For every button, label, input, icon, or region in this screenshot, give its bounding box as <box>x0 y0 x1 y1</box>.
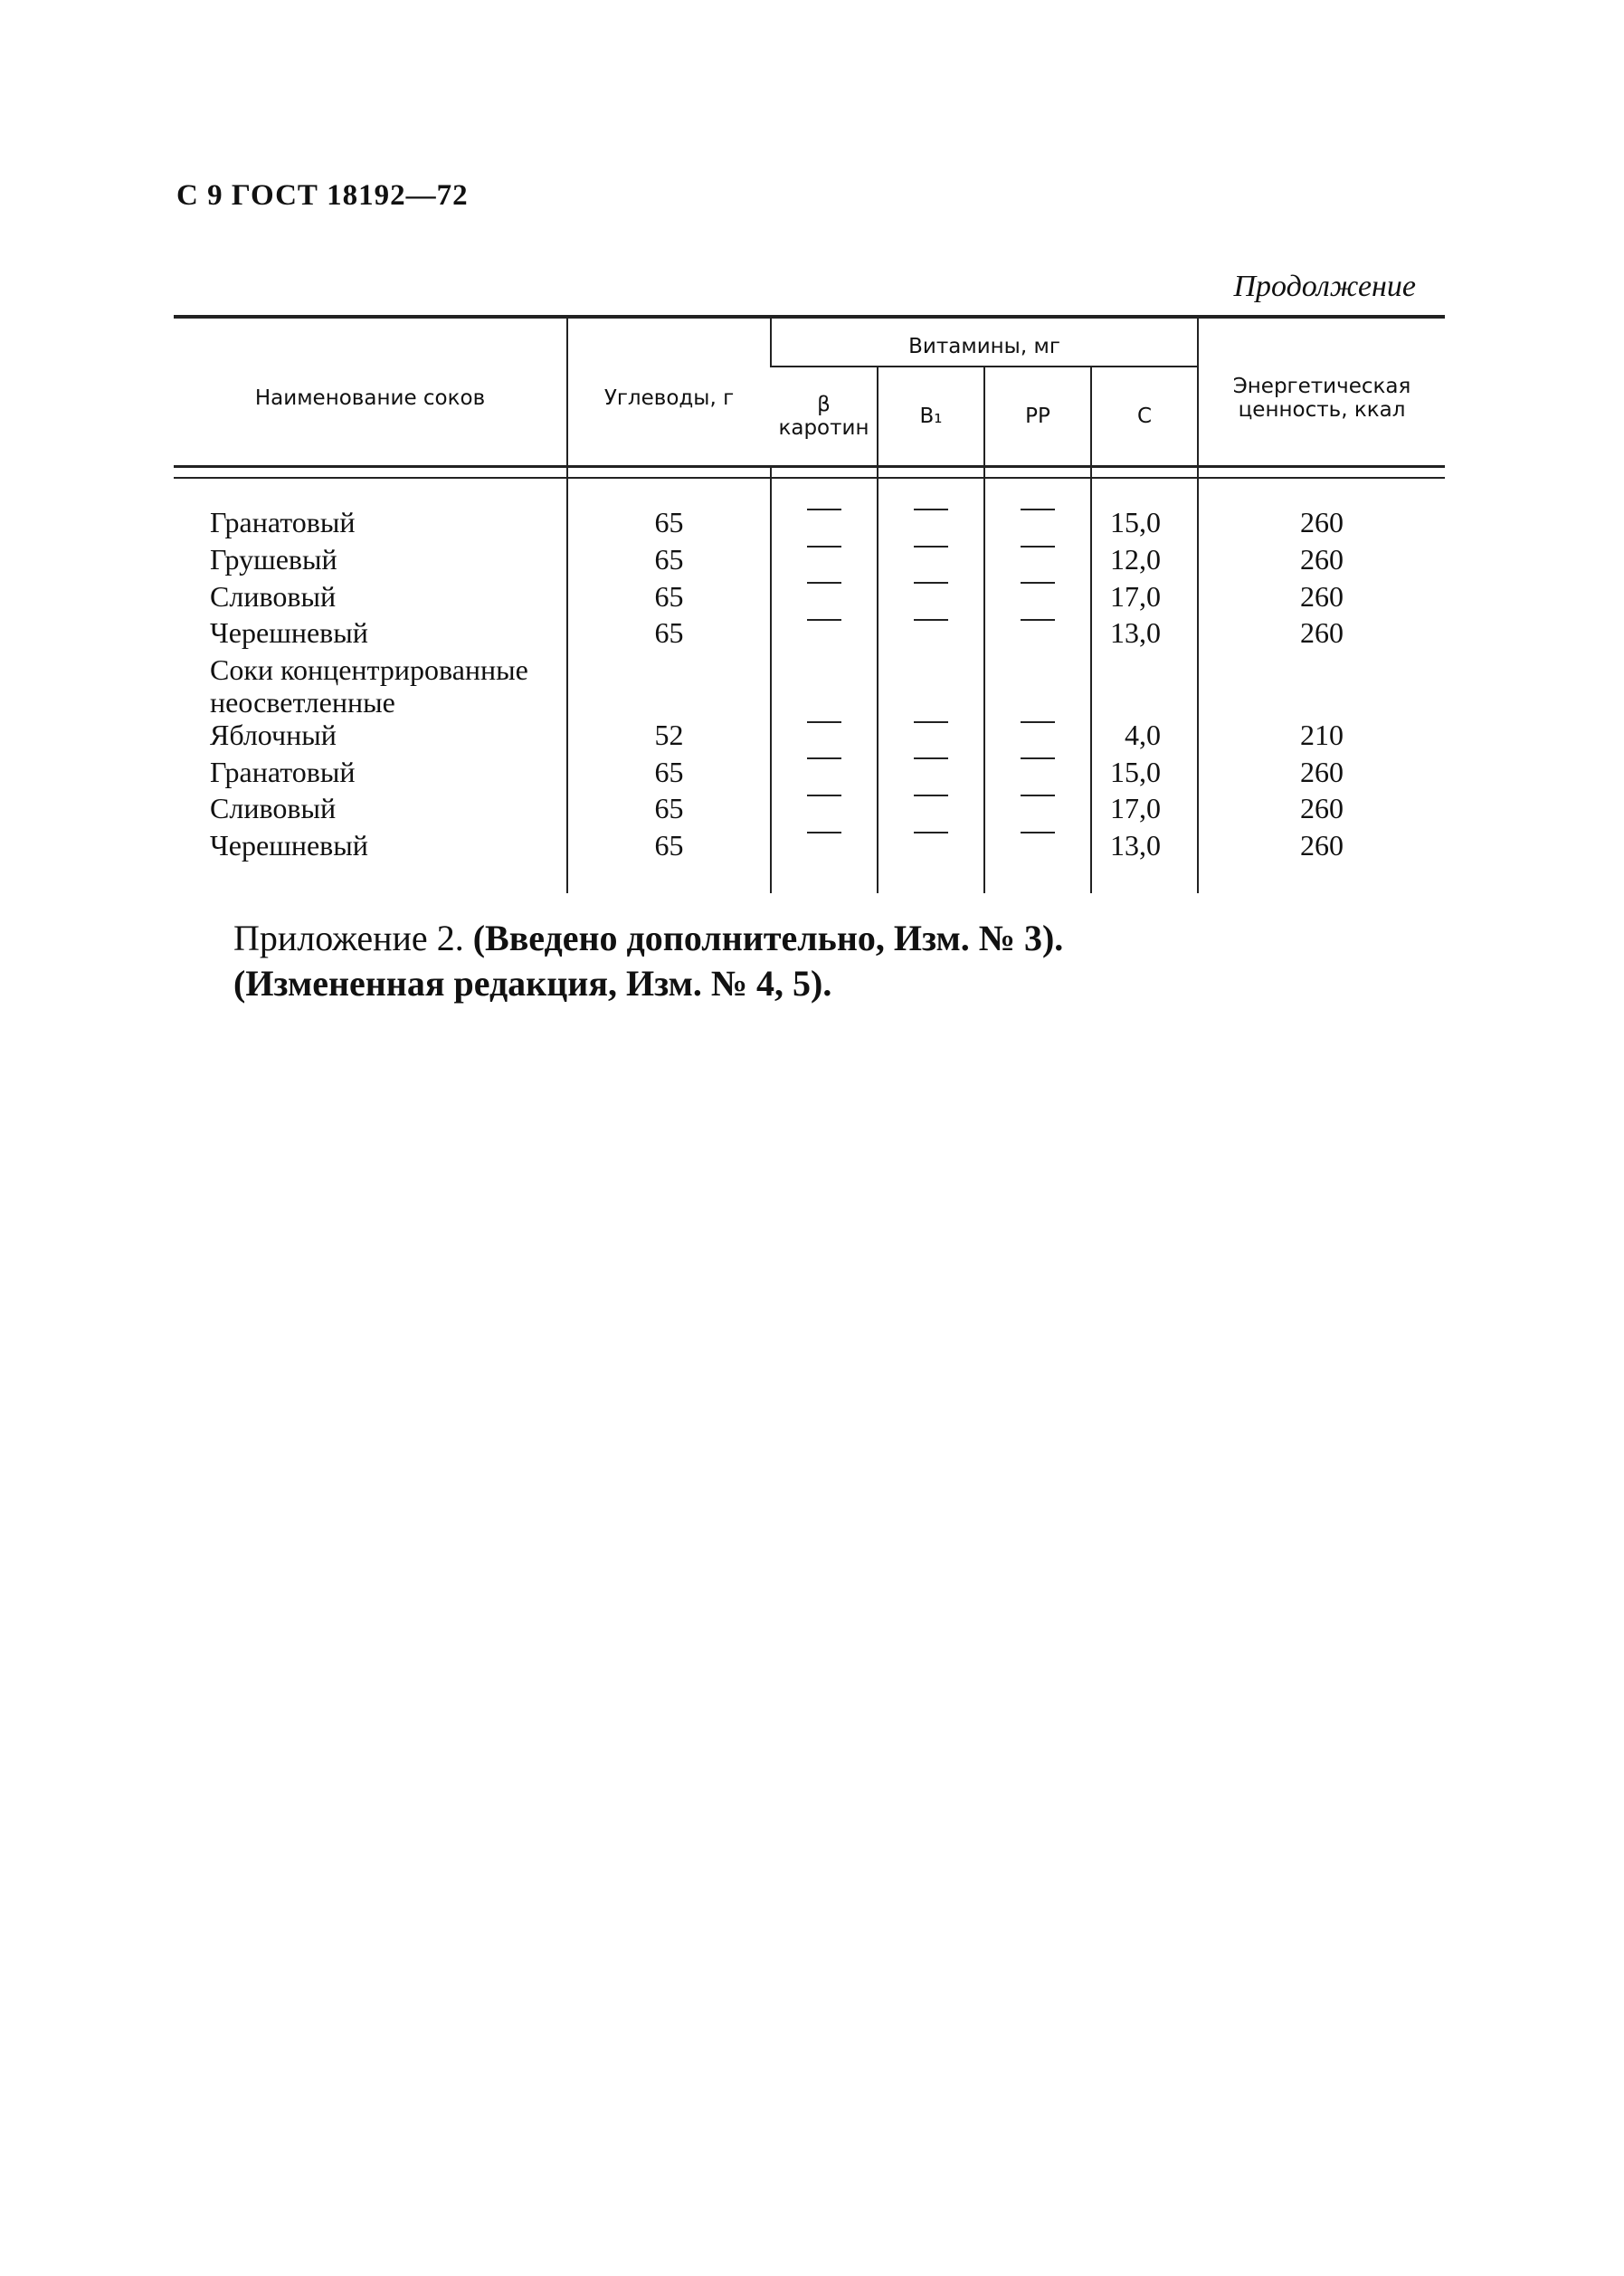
col-header-carbs: Углеводы, г <box>567 317 771 467</box>
row-name: Яблочный <box>210 719 337 752</box>
row-energy: 260 <box>1198 506 1445 543</box>
row-carbs: 65 <box>567 829 771 866</box>
footnote-line-1 <box>233 916 1063 961</box>
row-b1 <box>878 543 984 580</box>
dash-mark <box>807 546 841 580</box>
row-carbs: 65 <box>567 616 771 653</box>
row-pp <box>984 756 1091 793</box>
row-c: 17,0 <box>1091 580 1198 617</box>
row-carbs: 65 <box>567 756 771 793</box>
row-energy: 210 <box>1198 719 1445 756</box>
footnote-prefix: Приложение 2. <box>233 918 464 958</box>
footnote-amendment-1: (Введено дополнительно, Изм. № 3). <box>472 918 1064 958</box>
dash-mark <box>914 757 948 792</box>
row-energy: 260 <box>1198 829 1445 866</box>
dash-mark <box>914 582 948 616</box>
dash-mark <box>1021 832 1055 866</box>
row-pp <box>984 829 1091 866</box>
dash-mark <box>807 619 841 653</box>
row-beta <box>771 506 878 543</box>
row-carbs: 65 <box>567 543 771 580</box>
table-row <box>174 829 1445 866</box>
dash-mark <box>914 721 948 756</box>
row-energy: 260 <box>1198 580 1445 617</box>
dash-mark <box>1021 795 1055 829</box>
row-b1 <box>878 580 984 617</box>
dash-mark <box>914 546 948 580</box>
row-energy: 260 <box>1198 616 1445 653</box>
row-pp <box>984 719 1091 756</box>
page-header: С 9 ГОСТ 18192—72 <box>176 179 469 212</box>
dash-mark <box>1021 546 1055 580</box>
dash-mark <box>914 619 948 653</box>
row-pp <box>984 543 1091 580</box>
dash-mark <box>1021 509 1055 543</box>
dash-mark <box>807 509 841 543</box>
row-b1 <box>878 756 984 793</box>
col-header-c: С <box>1091 367 1198 467</box>
row-c: 15,0 <box>1091 756 1198 793</box>
row-beta <box>771 580 878 617</box>
row-c: 12,0 <box>1091 543 1198 580</box>
dash-mark <box>1021 721 1055 756</box>
row-beta <box>771 543 878 580</box>
row-beta <box>771 719 878 756</box>
dash-mark <box>807 832 841 866</box>
row-name: Сливовый <box>210 792 337 825</box>
row-pp <box>984 506 1091 543</box>
row-pp <box>984 580 1091 617</box>
row-pp <box>984 792 1091 829</box>
dash-mark <box>914 795 948 829</box>
row-carbs: 65 <box>567 580 771 617</box>
row-c: 4,0 <box>1091 719 1198 756</box>
continuation-label: Продолжение <box>1233 270 1416 303</box>
row-name: Сливовый <box>210 579 337 613</box>
dash-mark <box>807 721 841 756</box>
row-energy: 260 <box>1198 792 1445 829</box>
dash-mark <box>914 832 948 866</box>
row-b1 <box>878 792 984 829</box>
row-energy: 260 <box>1198 756 1445 793</box>
col-header-b1: B₁ <box>878 367 984 467</box>
row-name: Гранатовый <box>210 506 356 539</box>
group-label: Соки концентрированные неосветленные <box>210 653 528 719</box>
row-beta <box>771 792 878 829</box>
col-header-vitamins: Витамины, мг <box>771 317 1198 367</box>
row-pp <box>984 616 1091 653</box>
table-row <box>174 756 1445 793</box>
row-name: Гранатовый <box>210 755 356 788</box>
row-carbs: 65 <box>567 506 771 543</box>
row-c: 15,0 <box>1091 506 1198 543</box>
row-carbs: 52 <box>567 719 771 756</box>
dash-mark <box>1021 757 1055 792</box>
row-carbs: 65 <box>567 792 771 829</box>
row-b1 <box>878 829 984 866</box>
row-b1 <box>878 616 984 653</box>
row-beta <box>771 616 878 653</box>
row-c: 17,0 <box>1091 792 1198 829</box>
dash-mark <box>914 509 948 543</box>
row-beta <box>771 829 878 866</box>
footnote <box>233 916 1063 1006</box>
dash-mark <box>1021 619 1055 653</box>
row-c: 13,0 <box>1091 829 1198 866</box>
row-b1 <box>878 506 984 543</box>
table-row <box>174 616 1445 653</box>
row-beta <box>771 756 878 793</box>
group-label-row <box>174 653 1445 719</box>
col-header-pp: PP <box>984 367 1091 467</box>
dash-mark <box>807 757 841 792</box>
row-name: Черешневый <box>210 829 368 862</box>
nutrition-table <box>174 315 1445 893</box>
table-row <box>174 580 1445 617</box>
row-c: 13,0 <box>1091 616 1198 653</box>
table-row <box>174 506 1445 543</box>
col-header-name: Наименование соков <box>254 386 486 410</box>
col-header-energy: Энергетическая ценность, ккал <box>1198 317 1445 467</box>
dash-mark <box>807 795 841 829</box>
table-row <box>174 719 1445 756</box>
row-energy: 260 <box>1198 543 1445 580</box>
col-header-beta-carotene: β каротин <box>778 393 869 441</box>
row-name: Грушевый <box>210 543 337 576</box>
table-row <box>174 792 1445 829</box>
table-row <box>174 543 1445 580</box>
row-name: Черешневый <box>210 616 368 650</box>
dash-mark <box>807 582 841 616</box>
footnote-line-2: (Измененная редакция, Изм. № 4, 5). <box>233 963 832 1004</box>
dash-mark <box>1021 582 1055 616</box>
row-b1 <box>878 719 984 756</box>
